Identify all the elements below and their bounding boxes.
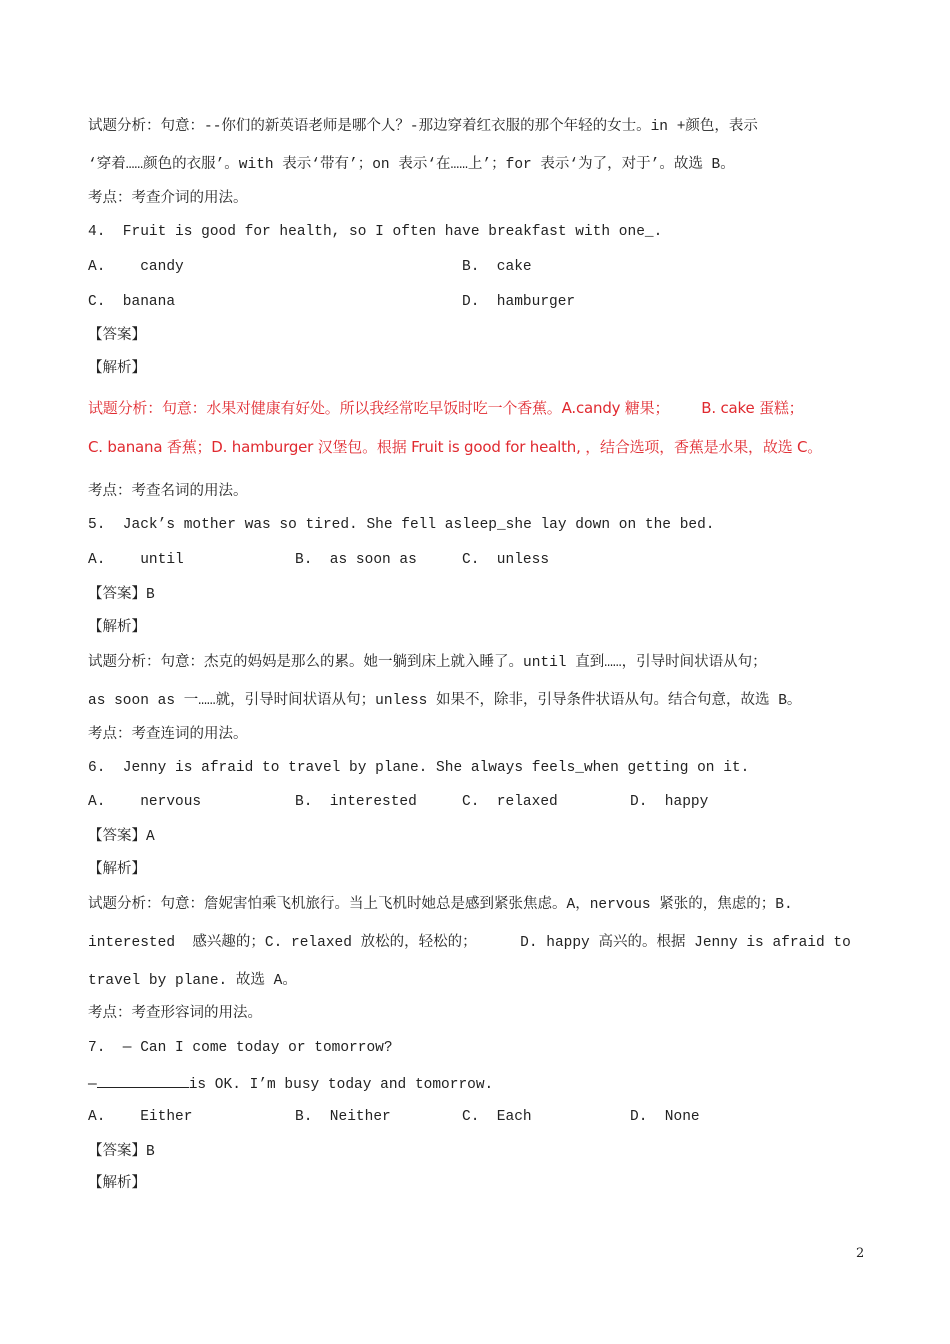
q5-option-b: B. as soon as xyxy=(295,552,417,568)
q4-analysis-label: 【解析】 xyxy=(88,361,146,377)
q4-option-d: D. hamburger xyxy=(462,294,576,310)
q4-option-b: B. cake xyxy=(462,259,532,275)
q4-option-c: C. banana xyxy=(88,294,176,310)
q6-analysis-line-1: 试题分析：句意：詹妮害怕乘飞机旅行。当上飞机时她总是感到紧张焦虑。A，nervous 紧张的，焦虑的；B. xyxy=(88,897,793,913)
q4-answer: 【答案】 xyxy=(88,328,146,344)
q4-option-a: A. candy xyxy=(88,259,184,275)
q5-answer: 【答案】B xyxy=(88,587,155,603)
q7-stem: 7. — Can I come today or tomorrow? xyxy=(88,1040,393,1056)
q4-analysis-line-1: 试题分析：句意：水果对健康有好处。所以我经常吃早饭时吃一个香蕉。A.candy 糖果； B. cake 蛋糕； xyxy=(88,399,804,417)
q4-stem: 4. Fruit is good for health, so I often have breakfast with one_. xyxy=(88,224,663,240)
q7-response-line xyxy=(88,1073,493,1095)
q7-dash: — xyxy=(88,1077,97,1093)
q6-answer: 【答案】A xyxy=(88,829,155,845)
q6-point: 考点：考查形容词的用法。 xyxy=(88,1006,262,1022)
q6-analysis-line-3: travel by plane. 故选 A。 xyxy=(88,973,297,989)
q6-analysis-line-2: interested 感兴趣的；C. relaxed 放松的，轻松的； D. happy 高兴的。根据 Jenny is afraid to xyxy=(88,935,851,951)
q6-analysis-label: 【解析】 xyxy=(88,862,146,878)
q7-option-a: A. Either xyxy=(88,1109,193,1125)
q5-point: 考点：考查连词的用法。 xyxy=(88,727,248,743)
q6-option-b: B. interested xyxy=(295,794,417,810)
q6-option-a: A. nervous xyxy=(88,794,202,810)
q3-analysis-line-2: ‘穿着……颜色的衣服’。with 表示‘带有’；on 表示‘在……上’；for 表示‘为了，对于’。故选 B。 xyxy=(88,157,735,173)
q6-option-c: C. relaxed xyxy=(462,794,558,810)
q7-option-b: B. Neither xyxy=(295,1109,391,1125)
q7-option-c: C. Each xyxy=(462,1109,532,1125)
q5-analysis-line-1: 试题分析：句意：杰克的妈妈是那么的累。她一躺到床上就入睡了。until 直到……，引导时间状语从句； xyxy=(88,655,767,671)
q7-blank xyxy=(97,1073,189,1088)
q5-analysis-line-2: as soon as 一……就，引导时间状语从句；unless 如果不，除非，引导条件状语从句。结合句意，故选 B。 xyxy=(88,693,802,709)
q7-answer: 【答案】B xyxy=(88,1144,155,1160)
q3-point: 考点：考查介词的用法。 xyxy=(88,191,248,207)
q4-analysis-line-2: C. banana 香蕉；D. hamburger 汉堡包。根据 Fruit is good for health, ，结合选项，香蕉是水果，故选 C。 xyxy=(88,438,823,456)
q6-option-d: D. happy xyxy=(630,794,709,810)
q5-analysis-label: 【解析】 xyxy=(88,620,146,636)
q7-response-text: is OK. I’m busy today and tomorrow. xyxy=(188,1077,494,1093)
q3-analysis-line-1: 试题分析：句意：--你们的新英语老师是哪个人？-那边穿着红衣服的那个年轻的女士。in +颜色，表示 xyxy=(88,119,758,135)
q5-option-a: A. until xyxy=(88,552,184,568)
page-number: 2 xyxy=(856,1246,865,1261)
q4-point: 考点：考查名词的用法。 xyxy=(88,484,248,500)
q7-analysis-label: 【解析】 xyxy=(88,1176,146,1192)
q5-stem: 5. Jack’s mother was so tired. She fell asleep_she lay down on the bed. xyxy=(88,517,715,533)
q7-option-d: D. None xyxy=(630,1109,700,1125)
q6-stem: 6. Jenny is afraid to travel by plane. She always feels_when getting on it. xyxy=(88,760,750,776)
q5-option-c: C. unless xyxy=(462,552,550,568)
